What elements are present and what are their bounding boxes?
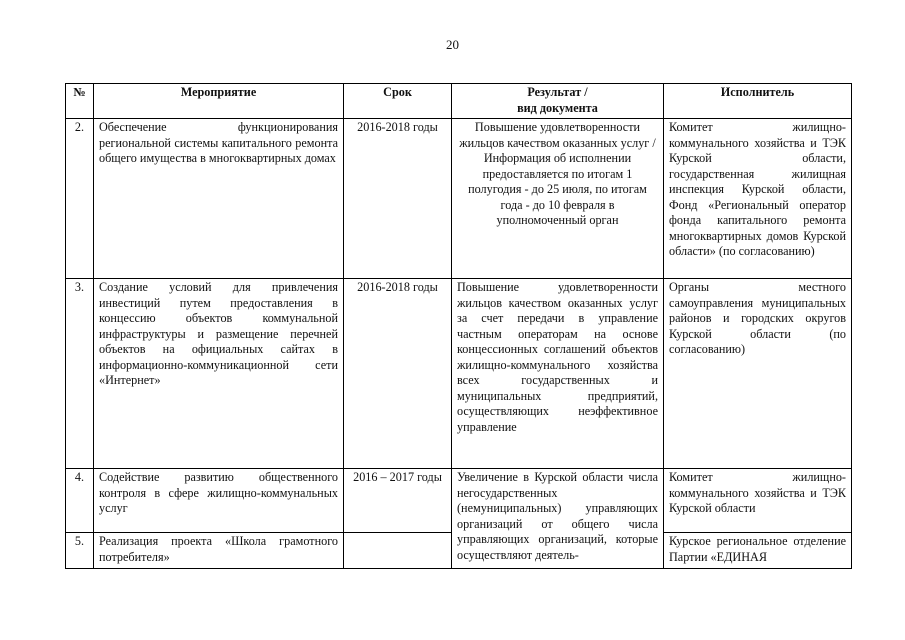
row-result: Повышение удовлетворенности жильцов качеством оказанных услуг за счет передачи в управление частным операторам на основе концессионных соглашений объектов жилищно-коммунального хозяйства всех государственных и муниципальных предприятий, осуществляющих неэффективное управление	[452, 279, 664, 469]
row-event: Реализация проекта «Школа грамотного потребителя»	[94, 533, 344, 569]
row-term: 2016-2018 годы	[344, 119, 452, 279]
row-term	[344, 533, 452, 569]
row-num: 2.	[66, 119, 94, 279]
row-num: 5.	[66, 533, 94, 569]
row-result: Повышение удовлетворенности жильцов качеством оказанных услуг / Информация об исполнении предоставляется по итогам 1 полугодия - до 25 июля, по итогам года - до 10 февраля в уполномоченный орган	[452, 119, 664, 279]
row-event: Создание условий для привлечения инвестиций путем предоставления в концессию объектов коммунальной инфраструктуры и размещение перечней объектов на официальных сайтах в информационно-коммуникационной сети «Интернет»	[94, 279, 344, 469]
table-header-row	[66, 84, 852, 119]
row-executor: Комитет жилищно-коммунального хозяйства и ТЭК Курской области, государственная жилищная инспекция Курской области, Фонд «Региональный оператор фонда капитального ремонта многоквартирных домов Курской области» (по согласованию)	[664, 119, 852, 279]
row-event: Обеспечение функционирования региональной системы капитального ремонта общего имущества в многоквартирных домах	[94, 119, 344, 279]
row-num: 4.	[66, 469, 94, 533]
table-row	[66, 279, 852, 469]
row-term: 2016 – 2017 годы	[344, 469, 452, 533]
row-result: Увеличение в Курской области числа негосударственных (немуниципальных) управляющих организаций от общего числа управляющих организаций, которые осуществляют деятель-	[452, 469, 664, 569]
header-num: №	[66, 84, 94, 119]
row-executor: Органы местного самоуправления муниципальных районов и городских округов Курской области (по согласованию)	[664, 279, 852, 469]
page-number: 20	[446, 37, 459, 52]
row-term: 2016-2018 годы	[344, 279, 452, 469]
row-event: Содействие развитию общественного контроля в сфере жилищно-коммунальных услуг	[94, 469, 344, 533]
row-executor: Комитет жилищно-коммунального хозяйства и ТЭК Курской области	[664, 469, 852, 533]
row-num: 3.	[66, 279, 94, 469]
header-event: Мероприятие	[94, 84, 344, 119]
table-row	[66, 469, 852, 533]
header-executor: Исполнитель	[664, 84, 852, 119]
measures-table	[65, 83, 852, 569]
header-result: Результат / вид документа	[452, 84, 664, 119]
row-executor: Курское региональное отделение Партии «ЕДИНАЯ	[664, 533, 852, 569]
header-term: Срок	[344, 84, 452, 119]
table-row	[66, 119, 852, 279]
